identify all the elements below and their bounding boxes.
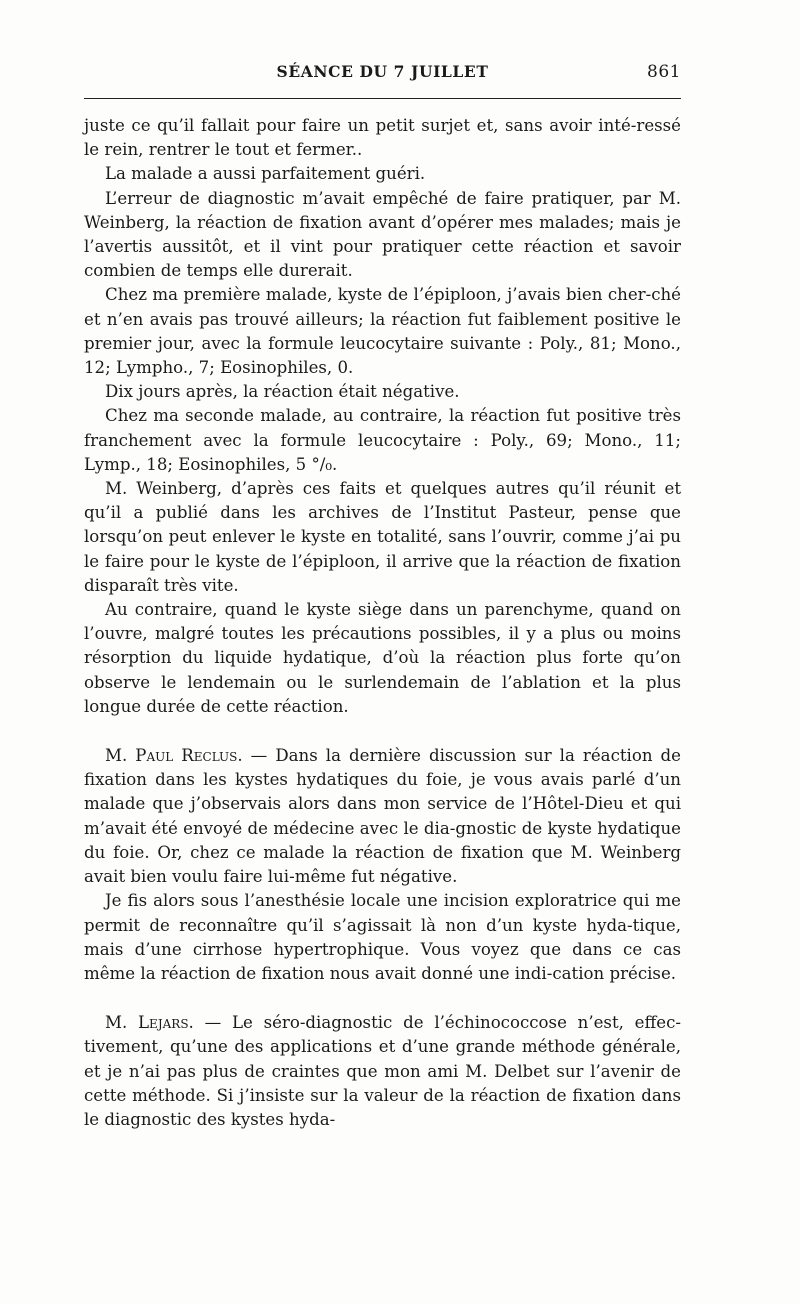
section-gap	[84, 986, 681, 1011]
paragraph: Chez ma seconde malade, au contraire, la réaction fut positive très franchement avec la formule leucocytaire : Poly., 69; Mono., 11; Lymp., 18; Eosinophiles, 5 °/₀.	[84, 406, 681, 474]
paragraph-continuation: juste ce qu’il fallait pour faire un petit surjet et, sans avoir inté-ressé le rein, rentrer le tout et fermer..	[84, 116, 681, 160]
lejars-intervention	[84, 1011, 681, 1132]
header-rule	[84, 98, 681, 99]
speaker-name: M. Paul Reclus.	[105, 746, 243, 766]
paragraph: L’erreur de diagnostic m’avait empêché de faire pratiquer, par M. Weinberg, la réaction de fixation avant d’opérer mes malades; mais je l’avertis aussitôt, et il vint pour pratiquer cette réaction et savoir combien de temps elle durerait.	[84, 188, 681, 281]
paragraph: M. Weinberg, d’après ces faits et quelques autres qu’il réunit et qu’il a publié dans les archives de l’Institut Pasteur, pense que lorsqu’on peut enlever le kyste en totalité, sans l’ouvrir, comme j’ai pu le faire pour le kyste de l’épiploon, il arrive que la réaction de fixation disparaît très vite.	[84, 479, 681, 595]
running-title: SÉANCE DU 7 JUILLET	[276, 62, 489, 81]
paragraph: Je fis alors sous l’anesthésie locale une incision exploratrice qui me permit de reconnaître qu’il s’agissait là non d’un kyste hyda-tique, mais d’une cirrhose hypertrophique. Vous voyez que dans ce cas même la réaction de fixation nous avait donné une indi-cation précise.	[84, 891, 681, 983]
speech-text: — Le séro-diagnostic de l’échinococcose n’est, effec-tivement, qu’une des applications et d’une grande méthode générale, et je n’ai pas plus de craintes que mon ami M. Delbet sur l’avenir de cette méthode. Si j’insiste sur la valeur de la réaction de fixation dans le diagnostic des kystes hyda-	[84, 1013, 681, 1129]
running-head	[84, 62, 681, 86]
paragraph: La malade a aussi parfaitement guéri.	[105, 164, 426, 184]
section-gap	[84, 719, 681, 744]
paragraph: Chez ma première malade, kyste de l’épiploon, j’avais bien cher-ché et n’en avais pas trouvé ailleurs; la réaction fut faiblement positive le premier jour, avec la formule leucocytaire suivante : Poly., 81; Mono., 12; Lympho., 7; Eosinophiles, 0.	[84, 285, 681, 378]
paragraph: Au contraire, quand le kyste siège dans un parenchyme, quand on l’ouvre, malgré toutes les précautions possibles, il y a plus ou moins résorption du liquide hydatique, d’où la réaction plus forte qu’on observe le lendemain ou le surlendemain de l’ablation et la plus longue durée de cette réaction.	[84, 600, 681, 716]
speaker-name: M. Lejars.	[105, 1013, 194, 1033]
body-text	[84, 114, 681, 1132]
paragraph: Dix jours après, la réaction était négative.	[105, 382, 460, 402]
speech-text: — Dans la dernière discussion sur la réaction de fixation dans les kystes hydatiques du foie, je vous avais parlé d’un malade que j’observais alors dans mon service de l’Hôtel-Dieu et qui m’avait été envoyé de médecine avec le dia-gnostic de kyste hydatique du foie. Or, chez ce malade la réaction de fixation que M. Weinberg avait bien voulu faire lui-même fut négative.	[84, 746, 682, 887]
page-number: 861	[647, 62, 681, 82]
reclus-intervention	[84, 744, 681, 889]
